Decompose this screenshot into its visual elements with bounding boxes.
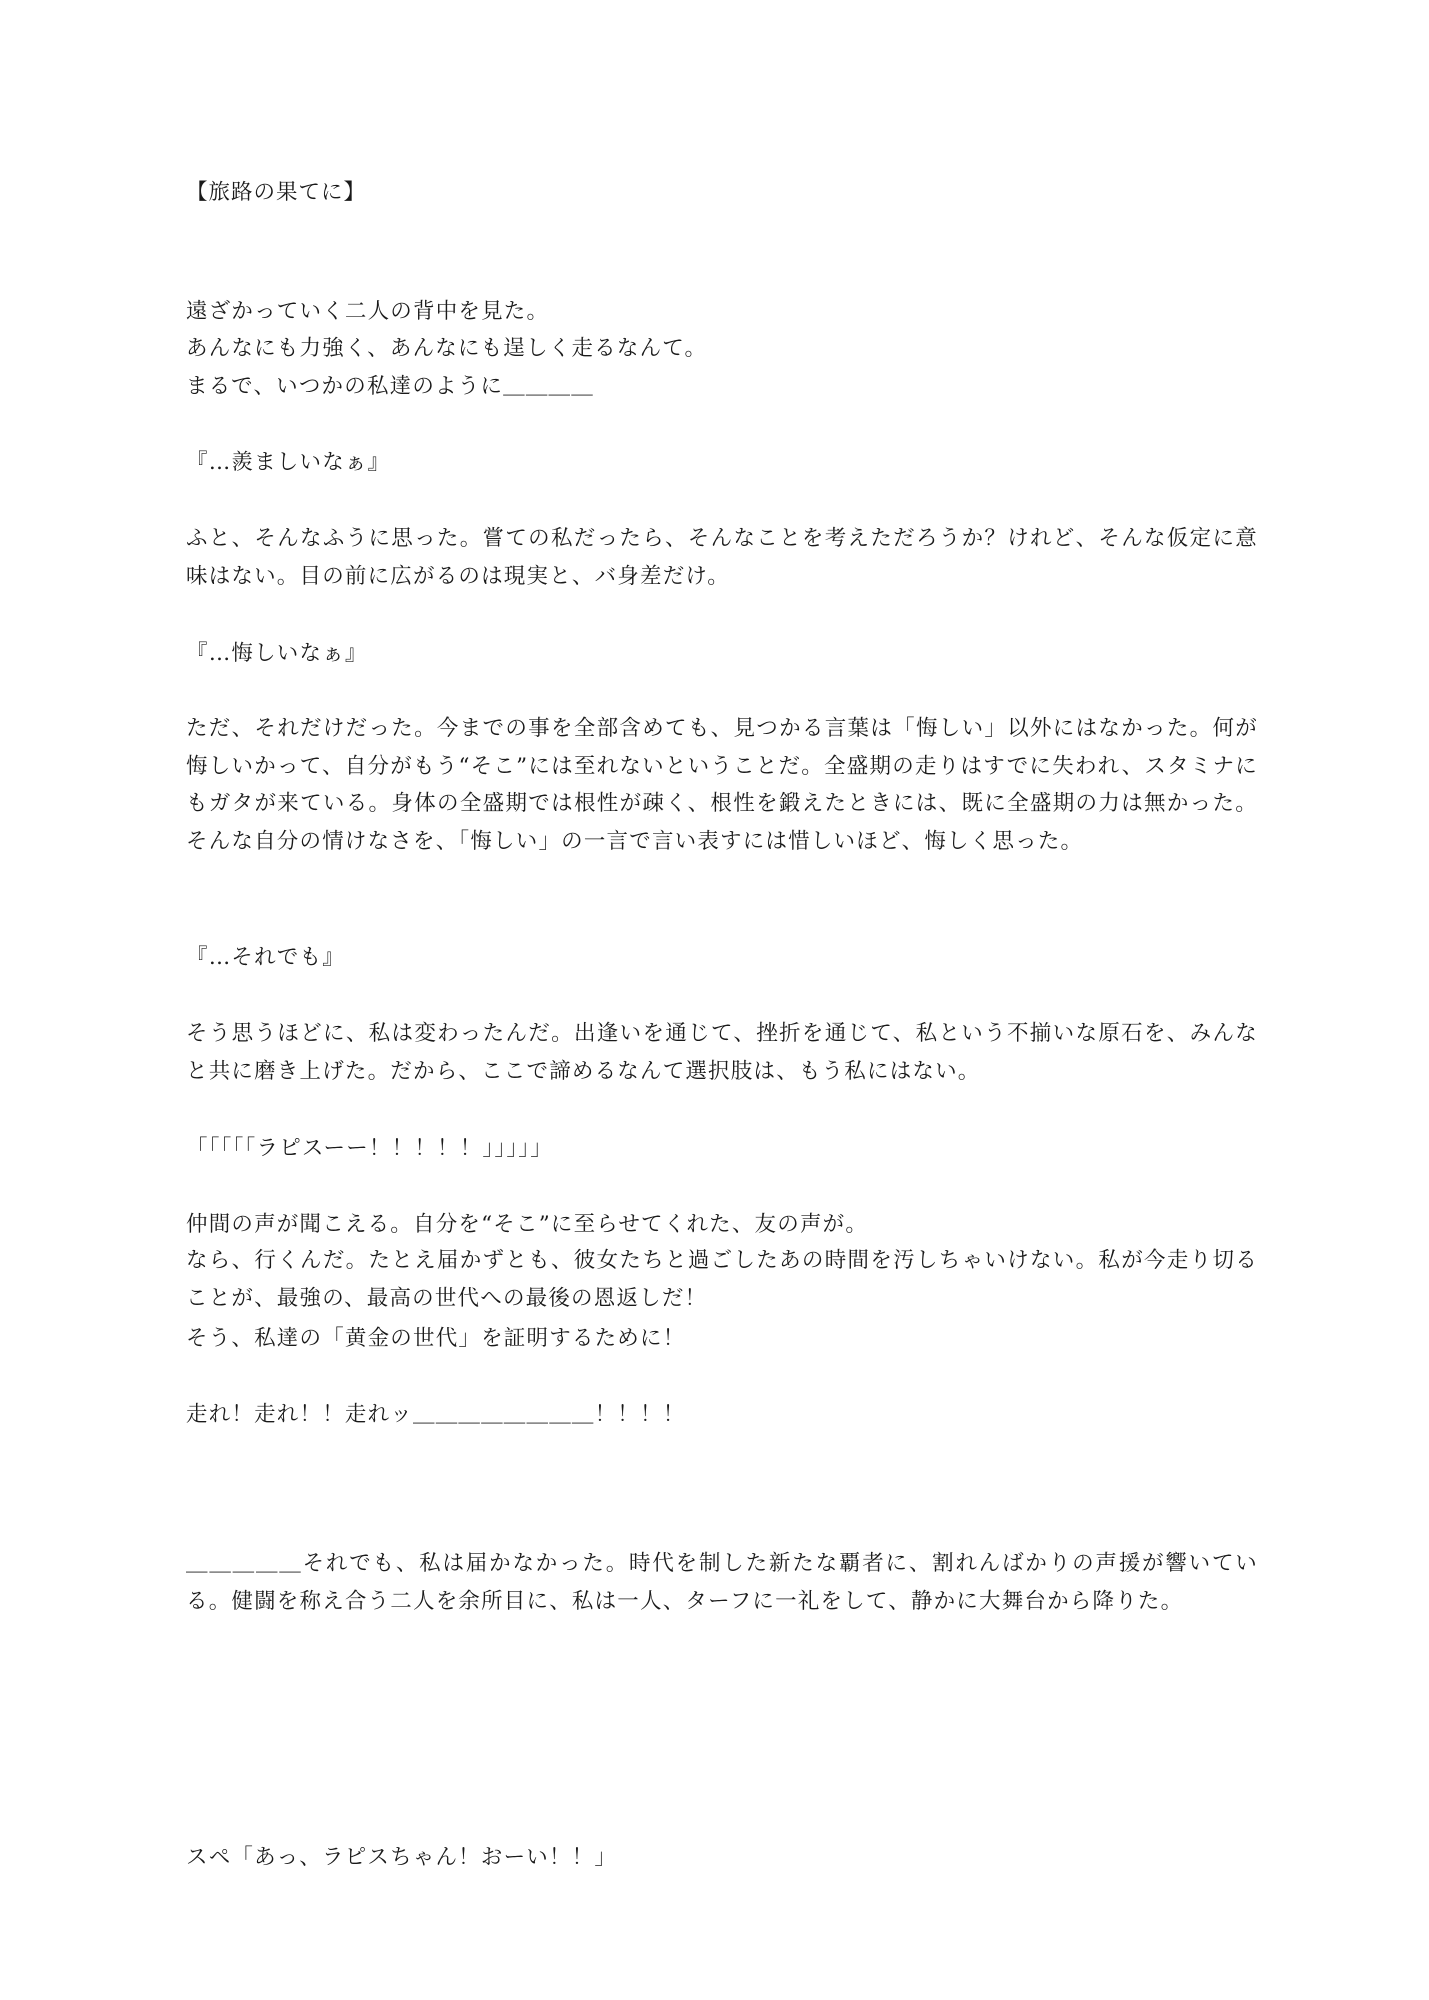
chapter-title: 【旅路の果てに】 — [186, 180, 367, 205]
paragraph-4-line-3: そう、私達の「黄金の世代」を証明するために！ — [186, 1326, 686, 1351]
run-line: 走れ！走れ！！走れッ＿＿＿＿＿＿＿＿！！！！ — [186, 1402, 686, 1427]
paragraph-5: ＿＿＿＿＿それでも、私は届かなかった。時代を制した新たな覇者に、割れんばかりの声援が響いている。健闘を称え合う二人を余所目に、私は一人、ターフに一礼をして、静かに大舞台から降りた。 — [186, 1551, 1258, 1614]
paragraph-3: そう思うほどに、私は変わったんだ。出逢いを通じて、挫折を通じて、私という不揃いな原石を、みんなと共に磨き上げた。だから、ここで諦めるなんて選択肢は、もう私にはない。 — [186, 1021, 1258, 1084]
quote-frustration: 『…悔しいなぁ』 — [186, 641, 368, 666]
quote-even-so: 『…それでも』 — [186, 945, 345, 970]
intro-line-1: 遠ざかっていく二人の背中を見た。 — [186, 299, 550, 324]
quote-envy: 『…羨ましいなぁ』 — [186, 450, 391, 475]
paragraph-4-wrap: なら、行くんだ。たとえ届かずとも、彼女たちと過ごしたあの時間を汚しちゃいけない。私が今走り切ることが、最強の、最高の世代への最後の恩返しだ！ — [186, 1248, 1258, 1311]
paragraph-1: ふと、そんなふうに思った。嘗ての私だったら、そんなことを考えただろうか？けれど、そんな仮定に意味はない。目の前に広がるのは現実と、バ身差だけ。 — [186, 526, 1258, 589]
paragraph-4-line-1: 仲間の声が聞こえる。自分を“そこ”に至らせてくれた、友の声が。 — [186, 1212, 869, 1237]
dialogue-line: スペ「あっ、ラピスちゃん！おーい！！」 — [186, 1845, 618, 1870]
intro-line-3: まるで、いつかの私達のように＿＿＿＿ — [186, 374, 594, 399]
paragraph-2: ただ、それだけだった。今までの事を全部含めても、見つかる言葉は「悔しい」以外にはなかった。何が悔しいかって、自分がもう“そこ”には至れないということだ。全盛期の走りはすでに失われ、スタミナにもガタが来ている。身体の全盛期では根性が疎く、根性を鍛えたときには、既に全盛期の力は無かった。そんな自分の情けなさを、「悔しい」の一言で言い表すには惜しいほど、悔しく思った。 — [186, 716, 1258, 854]
intro-line-2: あんなにも力強く、あんなにも逞しく走るなんて。 — [186, 336, 708, 361]
shout-line: 「「「「「ラピスーー！！！！！」」」」」 — [186, 1136, 553, 1161]
